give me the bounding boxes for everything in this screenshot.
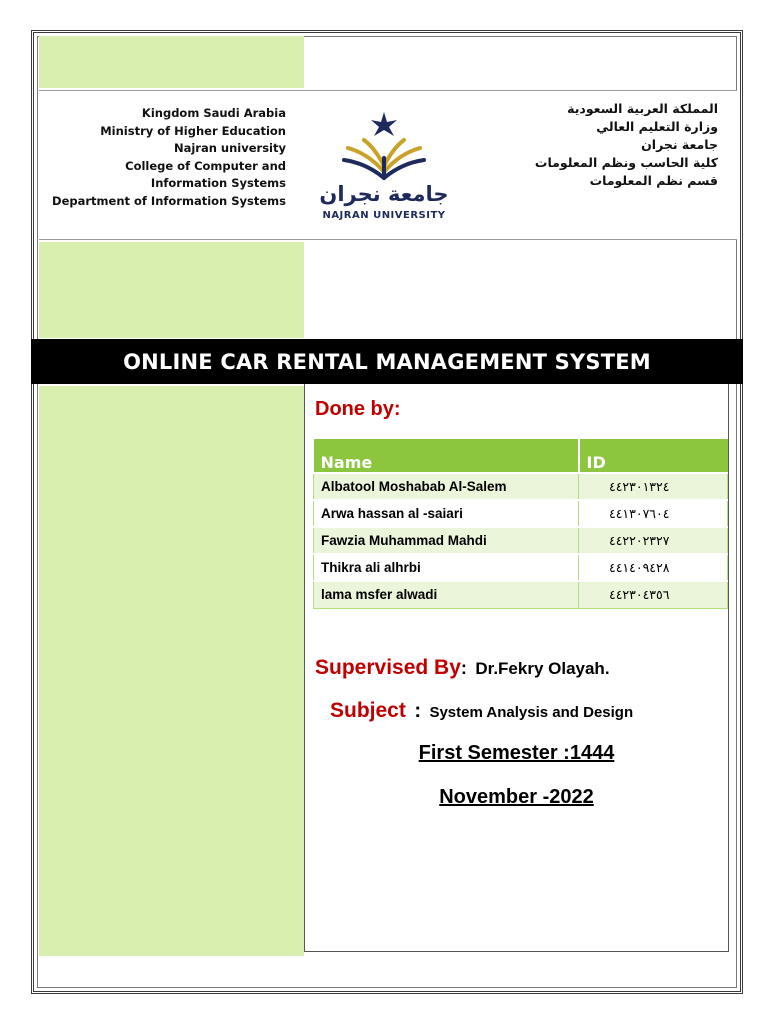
header-en-line: Information Systems <box>150 176 286 190</box>
header-en-line: Kingdom Saudi Arabia <box>141 106 286 120</box>
subject-line <box>330 699 633 723</box>
header-en-line: College of Computer and <box>125 158 286 173</box>
najran-university-logo-icon <box>300 108 470 226</box>
subject-value: System Analysis and Design <box>429 704 634 721</box>
subject-label: Subject <box>330 699 406 722</box>
header-ar-line: وزارة التعليم العالي <box>596 119 718 134</box>
table-row <box>314 473 728 500</box>
supervisor-line <box>315 656 610 680</box>
table-row <box>314 527 728 554</box>
table-row <box>314 500 728 527</box>
header-en-line: Ministry of Higher Education <box>100 123 286 138</box>
member-name: Albatool Moshabab Al-Salem <box>314 473 579 500</box>
member-name: Thikra ali alhrbi <box>314 554 579 581</box>
subject-colon: : <box>414 700 421 722</box>
supervisor-name: Dr.Fekry Olayah. <box>475 659 610 678</box>
document-title: ONLINE CAR RENTAL MANAGEMENT SYSTEM <box>123 349 651 374</box>
title-bar <box>31 339 743 384</box>
member-id: ٤٤٢٣٠١٣٢٤ <box>579 473 728 500</box>
header-ar-line: المملكة العربية السعودية <box>567 101 718 116</box>
supervised-by-label: Supervised By <box>315 656 461 679</box>
header-english-block <box>40 105 286 210</box>
member-name: Fawzia Muhammad Mahdi <box>314 527 579 554</box>
green-panel-middle <box>39 242 304 338</box>
header-ar-line: كلية الحاسب ونظم المعلومات <box>534 155 718 170</box>
name-column-header: Name <box>314 439 579 473</box>
member-id: ٤٤٢٣٠٤٣٥٦ <box>579 581 728 608</box>
supervised-by-colon: : <box>460 658 467 678</box>
header-en-line: Department of Information Systems <box>52 193 286 208</box>
header-en-line: Najran university <box>173 141 286 155</box>
logo-arabic-text: جامعة نجران <box>319 182 449 206</box>
green-panel-top <box>39 36 304 88</box>
id-column-header: ID <box>579 439 728 473</box>
header-ar-line: جامعة نجران <box>641 137 718 152</box>
member-name: Arwa hassan al -saiari <box>314 500 579 527</box>
semester-line: First Semester :1444 <box>418 742 615 764</box>
table-row <box>314 581 728 608</box>
table-header-row <box>314 439 728 473</box>
member-id: ٤٤١٣٠٧٦٠٤ <box>579 500 728 527</box>
logo-english-text: NAJRAN UNIVERSITY <box>322 210 446 221</box>
member-id: ٤٤١٤٠٩٤٢٨ <box>579 554 728 581</box>
header-ar-line: قسم نظم المعلومات <box>589 173 718 188</box>
date-line: November -2022 <box>439 786 594 808</box>
member-name: lama msfer alwadi <box>314 581 579 608</box>
table-row <box>314 554 728 581</box>
member-id: ٤٤٢٢٠٢٣٢٧ <box>579 527 728 554</box>
green-panel-bottom <box>39 386 304 956</box>
done-by-heading: Done by: <box>315 398 401 420</box>
header-arabic-block <box>480 100 718 190</box>
members-table <box>313 439 728 609</box>
